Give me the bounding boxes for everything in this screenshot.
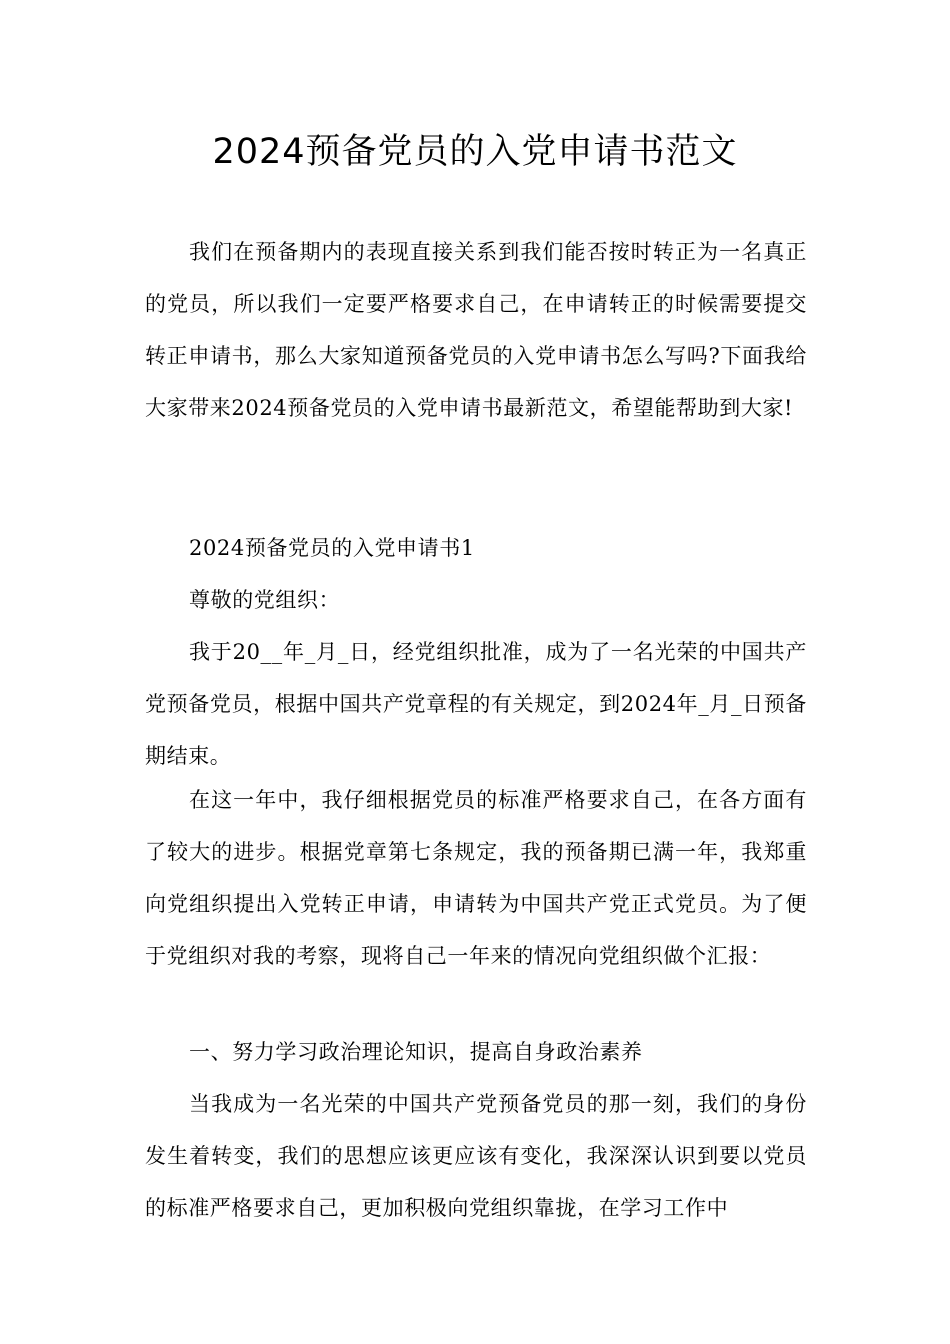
paragraph-3: 当我成为一名光荣的中国共产党预备党员的那一刻，我们的身份发生着转变，我们的思想应该更应该有变化，我深深认识到要以党员的标准严格要求自己，更加积极向党组织靠拢，在学习工作中 <box>145 1092 807 1220</box>
document-title: 2024预备党员的入党申请书范文 <box>212 132 738 172</box>
section-heading: 2024预备党员的入党申请书1 <box>189 536 475 560</box>
salutation: 尊敬的党组织： <box>189 588 341 612</box>
intro-paragraph: 我们在预备期内的表现直接关系到我们能否按时转正为一名真正的党员，所以我们一定要严格要求自己，在申请转正的时候需要提交转正申请书，那么大家知道预备党员的入党申请书怎么写吗?下面我给大家带来2024预备党员的入党申请书最新范文，希望能帮助到大家! <box>145 240 807 420</box>
paragraph-1: 我于20__年_月_日，经党组织批准，成为了一名光荣的中国共产党预备党员，根据中国共产党章程的有关规定，到2024年_月_日预备期结束。 <box>145 640 807 768</box>
subheading-1: 一、努力学习政治理论知识，提高自身政治素养 <box>189 1040 643 1064</box>
paragraph-2: 在这一年中，我仔细根据党员的标准严格要求自己，在各方面有了较大的进步。根据党章第七条规定，我的预备期已满一年，我郑重向党组织提出入党转正申请，申请转为中国共产党正式党员。为了便于党组织对我的考察，现将自己一年来的情况向党组织做个汇报： <box>145 788 807 968</box>
